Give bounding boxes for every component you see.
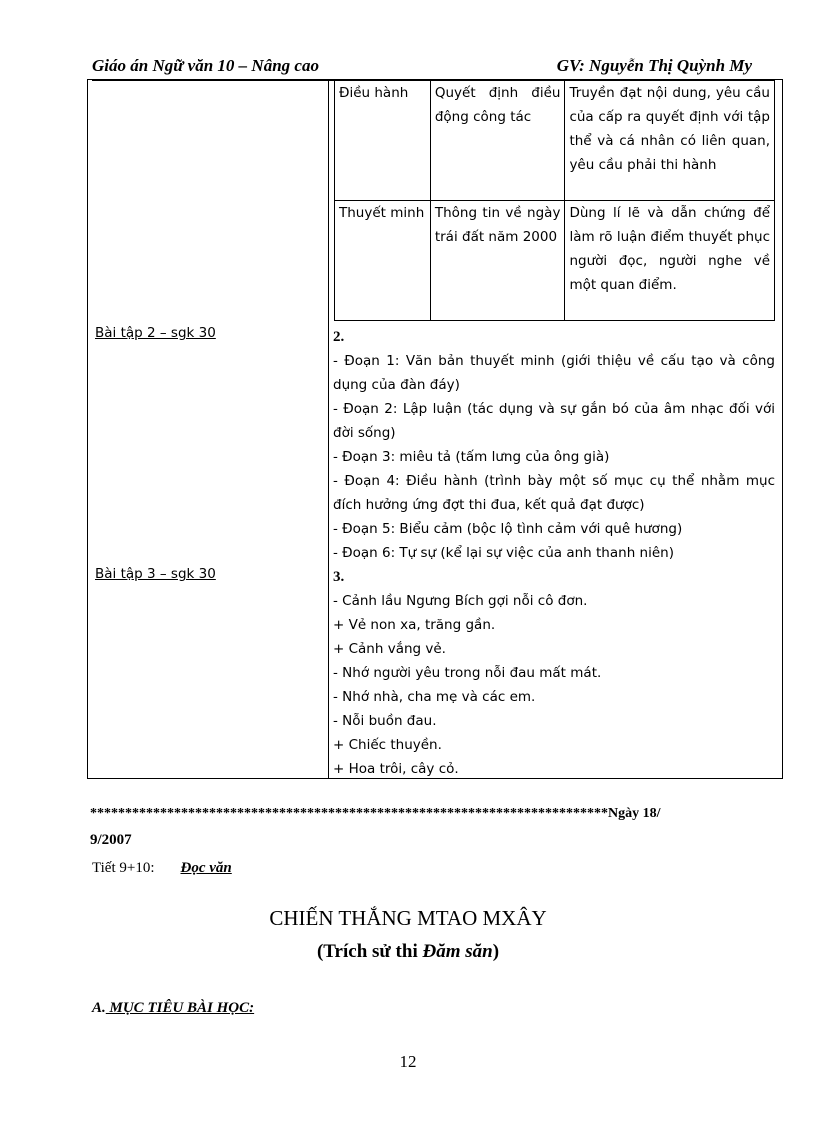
column-divider [328,80,329,778]
list-item: + Chiếc thuyền. [333,737,442,753]
table-row [335,81,775,201]
subtitle-work: Đăm săn [422,941,493,962]
lesson-title: CHIẾN THẮNG MTAO MXÂY [269,906,547,930]
separator-line [90,806,790,822]
list-item: + Vẻ non xa, trăng gần. [333,617,496,633]
table-row [335,201,775,321]
table-cell: Thông tin về ngày trái đất năm 2000 [430,201,565,321]
table-cell: Truyền đạt nội dung, yêu cầu của cấp ra quyết định với tập thể và cá nhân có liên quan, yêu cầu phải thi hành [565,81,775,201]
list-item: - Đoạn 1: Văn bản thuyết minh (giới thiệu về cấu tạo và công dụng của đàn đáy) [333,353,775,393]
date-continuation: 9/2007 [90,832,132,848]
subtitle-prefix: (Trích sử thi [316,941,423,962]
answers-content [333,325,775,781]
exercise-3-label: Bài tập 3 – sgk 30 [95,566,216,582]
list-item: - Nhớ người yêu trong nỗi đau mất mát. [333,665,602,681]
lesson-period [92,860,232,877]
subtitle-suffix: ) [492,941,500,962]
exercise-2-label: Bài tập 2 – sgk 30 [95,325,216,341]
lesson-subtitle [0,941,816,963]
list-item: - Cảnh lầu Ngưng Bích gợi nỗi cô đơn. [333,593,588,609]
list-item: - Đoạn 2: Lập luận (tác dụng và sự gắn bó của âm nhạc đối với đời sống) [333,401,775,441]
period-number: Tiết 9+10: [92,860,155,876]
list-item: - Đoạn 6: Tự sự (kể lại sự việc của anh thanh niên) [333,545,674,561]
date-label: Ngày 18/ [608,806,661,821]
table-cell: Thuyết minh [335,201,431,321]
page-header [92,56,754,81]
table-cell: Quyết định điều động công tác [430,81,565,201]
text-type-table [334,80,775,321]
section-a-heading [92,1000,254,1017]
table-cell: Điều hành [335,81,431,201]
star-separator: ************************************************************************** [90,806,608,821]
list-item: - Nỗi buồn đau. [333,713,437,729]
list-item: - Đoạn 3: miêu tả (tấm lưng của ông già) [333,449,610,465]
list-item: + Hoa trôi, cây cỏ. [333,761,459,777]
table-cell: Dùng lí lẽ và dẫn chứng để làm rõ luận điểm thuyết phục người đọc, người nghe về một quan điểm. [565,201,775,321]
header-course-title: Giáo án Ngữ văn 10 – Nâng cao [92,56,319,75]
section-title: MỤC TIÊU BÀI HỌC: [105,1000,255,1016]
lesson-subject: Đọc văn [180,860,232,876]
exercise-3-number: 3. [333,569,345,585]
list-item: + Cảnh vắng vẻ. [333,641,446,657]
list-item: - Nhớ nhà, cha mẹ và các em. [333,689,536,705]
section-letter: A. [92,1000,106,1016]
list-item: - Đoạn 5: Biểu cảm (bộc lộ tình cảm với quê hương) [333,521,683,537]
page-number: 12 [399,1052,417,1071]
exercise-2-number: 2. [333,329,345,345]
header-teacher-name: GV: Nguyễn Thị Quỳnh My [556,56,752,75]
list-item: - Đoạn 4: Điều hành (trình bày một số mục cụ thể nhằm mục đích hưởng ứng đợt thi đua, kết quả đạt được) [333,473,775,513]
